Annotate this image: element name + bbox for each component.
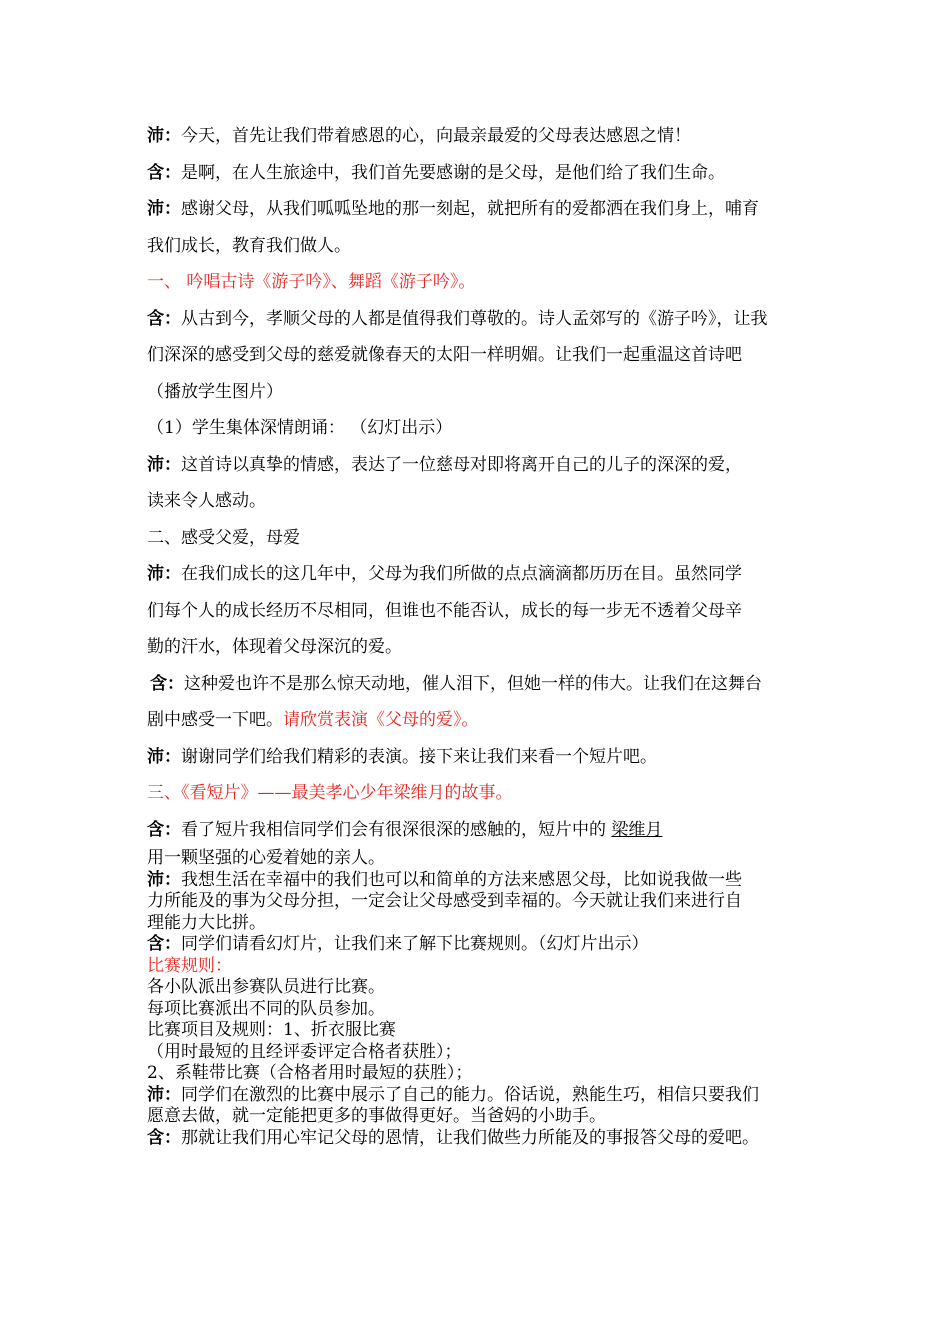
paragraph bbox=[147, 118, 827, 155]
paragraph bbox=[147, 934, 827, 956]
paragraph-continuation: 们每个人的成长经历不尽相同，但谁也不能否认，成长的每一步无不透着父母辛 bbox=[147, 600, 742, 621]
paragraph-continuation: 读来令人感动。 bbox=[147, 491, 266, 511]
paragraph bbox=[147, 556, 827, 593]
speaker-label: 沛： bbox=[147, 564, 181, 584]
paragraph-continuation: 我们成长，教育我们做人。 bbox=[147, 235, 351, 256]
paragraph-text: 是啊，在人生旅途中，我们首先要感谢的是父母，是他们给了我们生命。 bbox=[181, 162, 725, 183]
rule-line: 比赛项目及规则：1、折衣服比赛 bbox=[147, 1020, 396, 1040]
paragraph-text: 感谢父母，从我们呱呱坠地的那一刻起，就把所有的爱都洒在我们身上，哺育 bbox=[181, 199, 759, 219]
speaker-label: 含： bbox=[147, 819, 181, 840]
speaker-label: 沛： bbox=[147, 126, 181, 146]
paragraph bbox=[147, 155, 827, 192]
underlined-name: 梁维月 bbox=[611, 819, 663, 840]
speaker-label: 沛： bbox=[147, 454, 181, 475]
paragraph-text: 同学们在激烈的比赛中展示了自己的能力。俗话说，熟能生巧，相信只要我们 bbox=[181, 1084, 759, 1105]
paragraph-text: 这种爱也许不是那么惊天动地，催人泪下，但她一样的伟大。让我们在这舞台 bbox=[184, 673, 762, 694]
continuation-text: 剧中感受一下吧。 bbox=[147, 710, 283, 730]
paragraph bbox=[147, 666, 827, 703]
heading-number: 一、 bbox=[147, 272, 187, 292]
speaker-label: 沛： bbox=[147, 869, 181, 890]
speaker-label: 沛： bbox=[147, 199, 181, 219]
paragraph-text: 这首诗以真挚的情感，表达了一位慈母对即将离开自己的儿子的深深的爱， bbox=[181, 454, 742, 475]
section-heading bbox=[147, 264, 827, 301]
speaker-label: 含： bbox=[147, 308, 181, 329]
paragraph bbox=[147, 447, 827, 484]
line: 用一颗坚强的心爱着她的亲人。 bbox=[147, 848, 385, 868]
paragraph bbox=[147, 739, 827, 776]
speaker-label: 沛： bbox=[147, 1084, 181, 1105]
paragraph-continuation: 们深深的感受到父母的慈爱就像春天的太阳一样明媚。让我们一起重温这首诗吧 bbox=[147, 345, 742, 365]
paragraph bbox=[147, 301, 827, 338]
stage-direction: （播放学生图片） bbox=[147, 381, 283, 402]
document-body bbox=[147, 118, 827, 1149]
section-heading: 二、感受父爱，母爱 bbox=[147, 527, 300, 548]
paragraph bbox=[147, 1085, 827, 1107]
speaker-label: 含： bbox=[147, 934, 181, 954]
performance-invitation: 请欣赏表演《父母的爱》。 bbox=[283, 710, 479, 730]
speaker-label: 沛： bbox=[147, 746, 181, 767]
paragraph-text: 今天，首先让我们带着感恩的心，向最亲最爱的父母表达感恩之情！ bbox=[181, 126, 691, 146]
speaker-label: 含： bbox=[147, 162, 181, 183]
section-heading: 三、《看短片》——最美孝心少年梁维月的故事。 bbox=[147, 783, 513, 803]
paragraph-text: 我想生活在幸福中的我们也可以和简单的方法来感恩父母，比如说我做一些 bbox=[181, 869, 742, 890]
rule-line: （用时最短的且经评委评定合格者获胜）； bbox=[147, 1041, 462, 1062]
heading-text: 吟唱古诗《游子吟》、舞蹈《游子吟》。 bbox=[186, 272, 476, 292]
paragraph-continuation: 勤的汗水，体现着父母深沉的爱。 bbox=[147, 637, 402, 657]
paragraph-text: 谢谢同学们给我们精彩的表演。接下来让我们来看一个短片吧。 bbox=[181, 746, 657, 767]
speaker-label: 含： bbox=[147, 1127, 181, 1148]
paragraph bbox=[147, 191, 827, 228]
paragraph bbox=[147, 870, 827, 892]
line: 力所能及的事为父母分担，一定会让父母感受到幸福的。今天就让我们来进行自 bbox=[147, 891, 742, 911]
paragraph-text: 在我们成长的这几年中，父母为我们所做的点点滴滴都历历在目。虽然同学 bbox=[181, 564, 742, 584]
stage-direction: （1）学生集体深情朗诵： （幻灯出示） bbox=[147, 418, 453, 438]
paragraph-text: 看了短片我相信同学们会有很深很深的感触的，短片中的 bbox=[181, 819, 612, 840]
rules-heading: 比赛规则： bbox=[147, 955, 232, 976]
line: 理能力大比拼。 bbox=[147, 912, 266, 933]
paragraph-text: 同学们请看幻灯片，让我们来了解下比赛规则。（幻灯片出示） bbox=[181, 934, 649, 954]
line: 愿意去做，就一定能把更多的事做得更好。当爸妈的小助手。 bbox=[147, 1106, 606, 1126]
paragraph bbox=[147, 1128, 827, 1150]
rule-line: 每项比赛派出不同的队员参加。 bbox=[147, 998, 385, 1019]
speaker-label: 含： bbox=[150, 673, 184, 694]
rule-line: 2、系鞋带比赛（合格者用时最短的获胜）； bbox=[147, 1063, 473, 1083]
paragraph-continuation bbox=[147, 702, 827, 739]
rule-line: 各小队派出参赛队员进行比赛。 bbox=[147, 977, 385, 997]
paragraph-text: 那就让我们用心牢记父母的恩情，让我们做些力所能及的事报答父母的爱吧。 bbox=[181, 1127, 759, 1148]
paragraph-text: 从古到今，孝顺父母的人都是值得我们尊敬的。诗人孟郊写的《游子吟》，让我 bbox=[181, 308, 768, 329]
paragraph bbox=[147, 812, 827, 849]
